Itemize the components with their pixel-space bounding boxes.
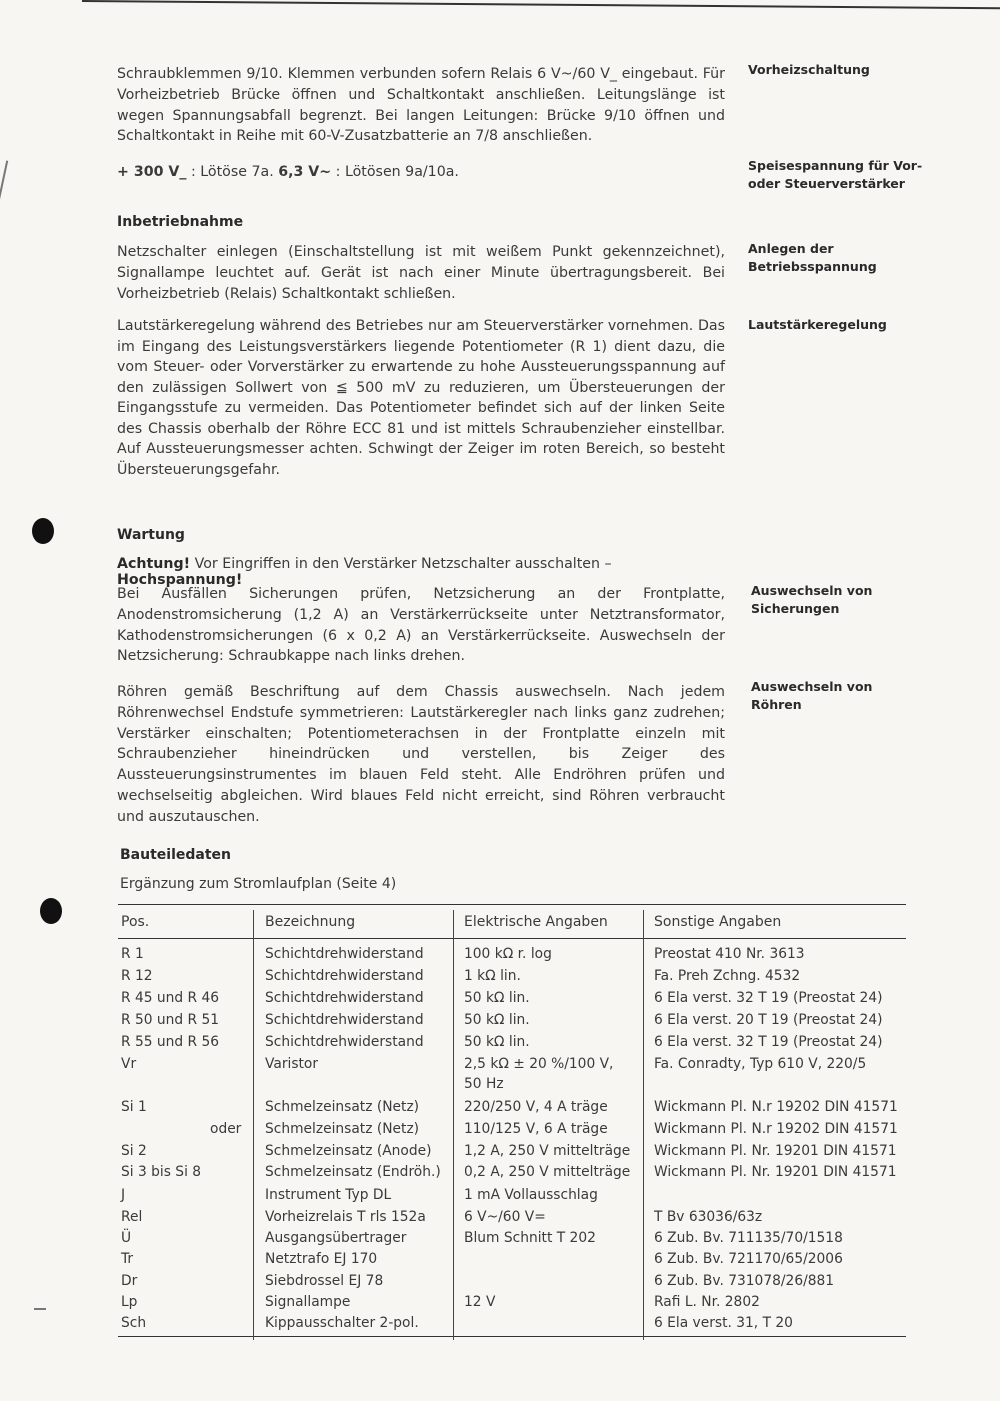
table-note: Ergänzung zum Stromlaufplan (Seite 4) — [120, 876, 397, 892]
cell-bezeichnung: Kippausschalter 2-pol. — [265, 1315, 419, 1331]
table-row — [118, 968, 906, 989]
side-note-speisespannung — [748, 157, 938, 193]
cell-pos: Vr — [121, 1056, 137, 1072]
cell-elektrisch: 110/125 V, 6 A träge — [464, 1121, 608, 1137]
cell-elektrisch: 1 mA Vollausschlag — [464, 1187, 598, 1203]
cell-elektrisch: 50 Hz — [464, 1076, 504, 1092]
side-note-line: Speisespannung für Vor- — [748, 158, 923, 173]
cell-bezeichnung: Signallampe — [265, 1294, 351, 1310]
cell-pos: R 12 — [121, 968, 153, 984]
cell-bezeichnung: Schmelzeinsatz (Netz) — [265, 1121, 420, 1137]
table-row — [118, 946, 906, 967]
table-row — [118, 1012, 906, 1033]
cell-pos: Tr — [121, 1251, 134, 1267]
heading-wartung: Wartung — [117, 527, 185, 543]
side-note-line: Betriebsspannung — [748, 259, 877, 274]
cell-bezeichnung: Schichtdrehwiderstand — [265, 1034, 424, 1050]
cell-sonstige: Wickmann Pl. N.r 19202 DIN 41571 — [654, 1121, 898, 1137]
col-header-pos: Pos. — [121, 914, 150, 930]
cell-elektrisch: 50 kΩ lin. — [464, 990, 530, 1006]
supply-text-1: : Lötöse 7a. — [186, 164, 279, 180]
cell-pos: Sch — [121, 1315, 147, 1331]
cell-sonstige: Fa. Preh Zchng. 4532 — [654, 968, 801, 984]
cell-bezeichnung: Schmelzeinsatz (Netz) — [265, 1099, 420, 1115]
table-row — [118, 1209, 906, 1230]
cell-elektrisch: 0,2 A, 250 V mittelträge — [464, 1164, 631, 1180]
heading-inbetriebnahme: Inbetriebnahme — [117, 214, 244, 230]
paragraph-inbetriebnahme-1: Netzschalter einlegen (Einschaltstellung ist mit weißem Punkt gekennzeichnet), Signallampe leuchtet auf. Gerät ist nach einer Minute übertragungsbereit. Bei Vorheizbetrieb (Relais) Schaltkontakt schließen. — [117, 244, 725, 302]
punch-hole-top — [32, 518, 54, 544]
table-row — [118, 1251, 906, 1272]
side-note-line: Röhren — [751, 697, 802, 712]
side-note-vorheizschaltung: Vorheizschaltung — [748, 62, 870, 77]
cell-elektrisch: 220/250 V, 4 A träge — [464, 1099, 608, 1115]
table-row — [118, 990, 906, 1011]
cell-bezeichnung: Schichtdrehwiderstand — [265, 968, 424, 984]
cell-bezeichnung: Schichtdrehwiderstand — [265, 990, 424, 1006]
cell-pos: J — [121, 1187, 126, 1203]
cell-sonstige: 6 Ela verst. 31, T 20 — [654, 1315, 793, 1331]
side-note-line: Sicherungen — [751, 601, 840, 616]
table-row — [118, 1187, 906, 1208]
cell-sonstige: 6 Zub. Bv. 711135/70/1518 — [654, 1230, 843, 1246]
cell-pos: R 50 und R 51 — [121, 1012, 220, 1028]
paragraph-wartung-1: Bei Ausfällen Sicherungen prüfen, Netzsicherung an der Frontplatte, Anodenstromsicherung (1,2 A) an Verstärkerrückseite unter Netztransformator, Kathodenstromsicherungen (6 x 0,2 A) an Verstärkerrückseite. Auswechseln der Netzsicherung: Schraubkappe nach links drehen. — [117, 586, 725, 665]
table-row — [118, 1273, 906, 1294]
cell-bezeichnung: Schmelzeinsatz (Anode) — [265, 1143, 432, 1159]
cell-sonstige: 6 Ela verst. 20 T 19 (Preostat 24) — [654, 1012, 883, 1028]
cell-elektrisch: 50 kΩ lin. — [464, 1012, 530, 1028]
cell-sonstige: Wickmann Pl. Nr. 19201 DIN 41571 — [654, 1164, 897, 1180]
cell-pos: oder — [210, 1121, 242, 1137]
heading-bauteiledaten: Bauteiledaten — [120, 847, 231, 863]
scan-mark — [0, 160, 8, 219]
cell-sonstige: 6 Zub. Bv. 731078/26/881 — [654, 1273, 835, 1289]
cell-pos: Si 3 bis Si 8 — [121, 1164, 202, 1180]
cell-sonstige: Preostat 410 Nr. 3613 — [654, 946, 805, 962]
cell-elektrisch: 2,5 kΩ ± 20 %/100 V, — [464, 1056, 614, 1072]
cell-pos: Lp — [121, 1294, 138, 1310]
warning-emphasis: Hochspannung! — [117, 572, 243, 588]
table-row — [118, 1315, 906, 1336]
cell-pos: Ü — [121, 1230, 132, 1246]
cell-pos: R 45 und R 46 — [121, 990, 220, 1006]
cell-elektrisch: 12 V — [464, 1294, 496, 1310]
table-row — [118, 1164, 906, 1185]
table-row — [118, 1230, 906, 1251]
cell-bezeichnung: Siebdrossel EJ 78 — [265, 1273, 384, 1289]
punch-hole-bottom — [40, 898, 62, 924]
table-bottom-rule — [118, 1336, 906, 1337]
supply-text-2: : Lötösen 9a/10a. — [331, 164, 459, 180]
cell-elektrisch: 50 kΩ lin. — [464, 1034, 530, 1050]
paragraph-wartung-2: Röhren gemäß Beschriftung auf dem Chassis auswechseln. Nach jedem Röhrenwechsel Endstufe symmetrieren: Lautstärkeregler nach links ganz zudrehen; Verstärker einschalten; Potentiometerachsen in der Frontplatte einzeln mit Schraubenzieher hineindrücken und verstellen, bis Zeiger des Aussteuerungsinstrumentes im blauen Feld steht. Alle Endröhren prüfen und wechselseitig abgleichen. Wird blaues Feld nicht erreicht, sind Röhren verbraucht und auszutauschen. — [117, 684, 725, 825]
cell-elektrisch: 1 kΩ lin. — [464, 968, 521, 984]
side-note-line: Auswechseln von — [751, 583, 873, 598]
paragraph-inbetriebnahme-2: Lautstärkeregelung während des Betriebes nur am Steuerverstärker vornehmen. Das im Eingang des Leistungsverstärkers liegende Potentiometer (R 1) dient dazu, die vom Steuer- oder Vorverstärker zu erwartende zu hohe Aussteuerungsspannung auf den zulässigen Sollwert von ≦ 500 mV zu reduzieren, um Übersteuerungen der Eingangsstufe zu vermeiden. Das Potentiometer befindet sich auf der linken Seite des Chassis oberhalb der Röhre ECC 81 und ist mittels Schraubenzieher einstellbar. Auf Aussteuerungsmesser achten. Schwingt der Zeiger im roten Bereich, so besteht Übersteuerungsgefahr. — [117, 318, 725, 478]
cell-sonstige: T Bv 63036/63z — [654, 1209, 763, 1225]
cell-pos: Dr — [121, 1273, 138, 1289]
cell-pos: Si 1 — [121, 1099, 147, 1115]
cell-bezeichnung: Instrument Typ DL — [265, 1187, 392, 1203]
side-note-roehren — [751, 678, 941, 714]
side-note-line: Anlegen der — [748, 241, 834, 256]
side-note-line: Auswechseln von — [751, 679, 873, 694]
cell-sonstige: 6 Zub. Bv. 721170/65/2006 — [654, 1251, 843, 1267]
cell-sonstige: Wickmann Pl. N.r 19202 DIN 41571 — [654, 1099, 898, 1115]
side-note-lautstaerke: Lautstärkeregelung — [748, 317, 887, 332]
cell-elektrisch: 6 V~/60 V= — [464, 1209, 546, 1225]
cell-sonstige: 6 Ela verst. 32 T 19 (Preostat 24) — [654, 1034, 883, 1050]
cell-pos: Si 2 — [121, 1143, 147, 1159]
cell-sonstige: Fa. Conradty, Typ 610 V, 220/5 — [654, 1056, 867, 1072]
side-note-sicherungen — [751, 582, 941, 618]
cell-pos: R 1 — [121, 946, 144, 962]
cell-sonstige: Wickmann Pl. Nr. 19201 DIN 41571 — [654, 1143, 897, 1159]
cell-bezeichnung: Schichtdrehwiderstand — [265, 1012, 424, 1028]
table-top-rule — [118, 904, 906, 905]
table-row — [118, 1294, 906, 1315]
col-header-elektrische-angaben: Elektrische Angaben — [464, 914, 608, 930]
cell-bezeichnung: Netztrafo EJ 170 — [265, 1251, 378, 1267]
side-note-anlegen — [748, 240, 938, 276]
side-note-line: oder Steuerverstärker — [748, 176, 905, 191]
cell-sonstige: Rafi L. Nr. 2802 — [654, 1294, 760, 1310]
col-header-sonstige-angaben: Sonstige Angaben — [654, 914, 782, 930]
paragraph-intro: Schraubklemmen 9/10. Klemmen verbunden sofern Relais 6 V~/60 V_ eingebaut. Für Vorheizbetrieb Brücke öffnen und Schaltkontakt anschließen. Leitungslänge ist wegen Spannungsabfall begrenzt. Bei langen Leitungen: Brücke 9/10 öffnen und Schaltkontakt in Reihe mit 60-V-Zusatzbatterie an 7/8 anschließen. — [117, 66, 725, 145]
table-row — [118, 1034, 906, 1055]
cell-elektrisch: 1,2 A, 250 V mittelträge — [464, 1143, 631, 1159]
cell-bezeichnung: Varistor — [265, 1056, 319, 1072]
cell-pos: Rel — [121, 1209, 143, 1225]
paragraph-supply — [117, 162, 725, 183]
table-row — [118, 1076, 906, 1097]
supply-voltage-2: 6,3 V~ — [278, 164, 332, 180]
warning-label: Achtung! — [117, 556, 191, 572]
cell-sonstige: 6 Ela verst. 32 T 19 (Preostat 24) — [654, 990, 883, 1006]
warning-text: Vor Eingriffen in den Verstärker Netzschalter ausschalten – — [190, 556, 612, 572]
cell-elektrisch: 100 kΩ r. log — [464, 946, 552, 962]
cell-bezeichnung: Vorheizrelais T rls 152a — [265, 1209, 426, 1225]
table-row — [118, 1056, 906, 1077]
table-row — [118, 1121, 906, 1142]
cell-pos: R 55 und R 56 — [121, 1034, 220, 1050]
page-edge-line — [82, 0, 1000, 17]
cell-bezeichnung: Ausgangsübertrager — [265, 1230, 407, 1246]
table-header-rule — [118, 938, 906, 939]
table-row — [118, 1143, 906, 1164]
cell-elektrisch: Blum Schnitt T 202 — [464, 1230, 596, 1246]
col-header-bezeichnung: Bezeichnung — [265, 914, 356, 930]
cell-bezeichnung: Schmelzeinsatz (Endröh.) — [265, 1164, 441, 1180]
scan-mark — [34, 1308, 46, 1310]
supply-voltage-1: + 300 V_ — [117, 164, 187, 180]
table-row — [118, 1099, 906, 1120]
cell-bezeichnung: Schichtdrehwiderstand — [265, 946, 424, 962]
